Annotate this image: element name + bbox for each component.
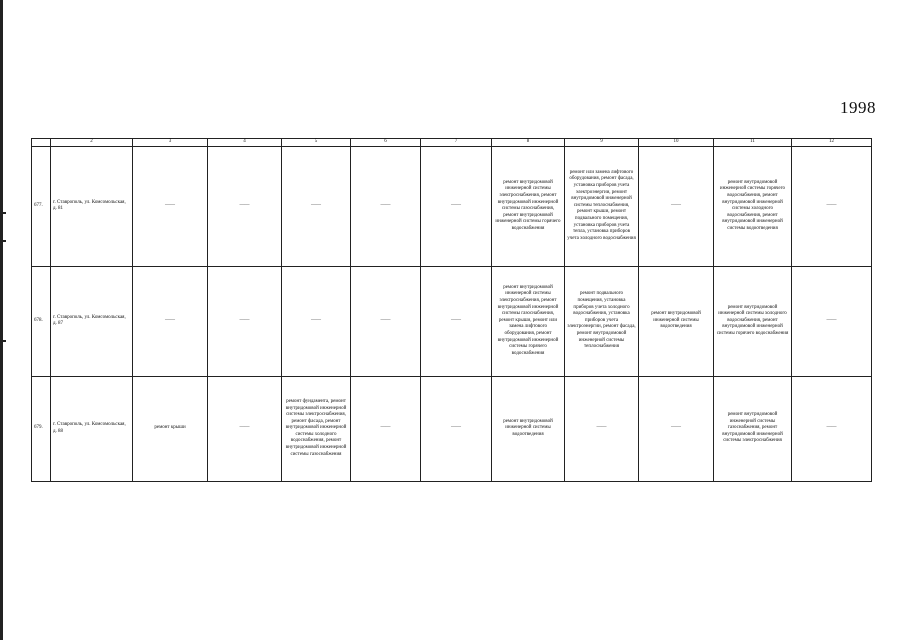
address-cell: г. Ставрополь, ул. Комсомольская, д. 87 — [51, 266, 133, 376]
column-header: 5 — [282, 139, 351, 147]
table-cell: —— — [351, 266, 421, 376]
row-number: 679. — [32, 376, 51, 481]
page-number: 1998 — [840, 98, 876, 117]
table-cell: —— — [208, 266, 282, 376]
column-header: 8 — [492, 139, 565, 147]
table-cell: ремонт внутридомовой инженерной системы водоотведения — [492, 376, 565, 481]
column-header: 12 — [792, 139, 872, 147]
table-cell: —— — [351, 146, 421, 266]
table-cell: —— — [792, 266, 872, 376]
table-cell: —— — [639, 376, 714, 481]
column-header: 4 — [208, 139, 282, 147]
table-cell: —— — [351, 376, 421, 481]
table-row — [32, 266, 872, 376]
column-header: 9 — [565, 139, 639, 147]
column-header: 6 — [351, 139, 421, 147]
table-cell: ремонт внутридомовой инженерной системы электроснабжения, ремонт внутридомовой инженерной системы газоснабжения, ремонт внутридомовой инженерной системы горячего водоснабжения — [492, 146, 565, 266]
table-cell: —— — [639, 146, 714, 266]
table-cell: ремонт крыши — [133, 376, 208, 481]
column-header — [32, 139, 51, 147]
column-header: 3 — [133, 139, 208, 147]
address-cell: г. Ставрополь, ул. Комсомольская, д. 88 — [51, 376, 133, 481]
table-cell: —— — [133, 146, 208, 266]
table-cell: ремонт внутридомовой инженерной системы холодного водоснабжения, ремонт внутридомовой инженерной системы горячего водоснабжения — [714, 266, 792, 376]
column-header: 2 — [51, 139, 133, 147]
table-cell: —— — [282, 266, 351, 376]
table-row — [32, 146, 872, 266]
table-cell: ремонт фундамента, ремонт внутридомовой инженерной системы электроснабжения, ремонт фасада, ремонт внутридомовой инженерной системы холодного водоснабжения, ремонт внутридомовой инженерной системы газоснабжения — [282, 376, 351, 481]
table-cell: —— — [792, 146, 872, 266]
table-cell: ремонт внутридомовой инженерной системы водоотведения — [639, 266, 714, 376]
column-header: 10 — [639, 139, 714, 147]
table-row — [32, 376, 872, 481]
table-cell: —— — [421, 376, 492, 481]
column-number-row — [32, 139, 872, 147]
table-cell: —— — [208, 146, 282, 266]
page-edge-mark — [0, 212, 6, 214]
table-cell: ремонт внутридомовой инженерной системы электроснабжения, ремонт внутридомовой инженерной системы газоснабжения, ремонт крыши, ремонт или замена лифтового оборудования, ремонт внутридомовой инженерной системы горячего водоснабжения — [492, 266, 565, 376]
table-cell: —— — [792, 376, 872, 481]
repair-schedule-table — [31, 138, 872, 482]
address-cell: г. Ставрополь, ул. Комсомольская, д. 81 — [51, 146, 133, 266]
table-cell: ремонт внутридомовой инженерной системы горячего водоснабжения, ремонт внутридомовой инженерной системы холодного водоснабжения, ремонт внутридомовой инженерной системы водоотведения — [714, 146, 792, 266]
column-header: 11 — [714, 139, 792, 147]
table-cell: —— — [565, 376, 639, 481]
page-edge-mark — [0, 240, 6, 242]
column-header: 7 — [421, 139, 492, 147]
table-cell: ремонт или замена лифтового оборудования, ремонт фасада, установка приборов учета электроэнергии, ремонт внутридомовой инженерной системы теплоснабжения, ремонт крыши, ремонт подвального помещения, установка приборов учета тепла, установка приборов учета холодного водоснабжения — [565, 146, 639, 266]
table-cell: —— — [421, 266, 492, 376]
table-cell: ремонт внутридомовой инженерной системы газоснабжения, ремонт внутридомовой инженерной системы электроснабжения — [714, 376, 792, 481]
table-cell: —— — [133, 266, 208, 376]
row-number: 678. — [32, 266, 51, 376]
row-number: 677. — [32, 146, 51, 266]
table-cell: —— — [421, 146, 492, 266]
table-cell: —— — [282, 146, 351, 266]
page-edge-mark — [0, 340, 6, 342]
table-cell: ремонт подвального помещения, установка приборов учета холодного водоснабжения, установка приборов учета электроэнергии, ремонт фасада, ремонт внутридомовой инженерной системы теплоснабжения — [565, 266, 639, 376]
table-cell: —— — [208, 376, 282, 481]
page-left-edge — [0, 0, 3, 640]
